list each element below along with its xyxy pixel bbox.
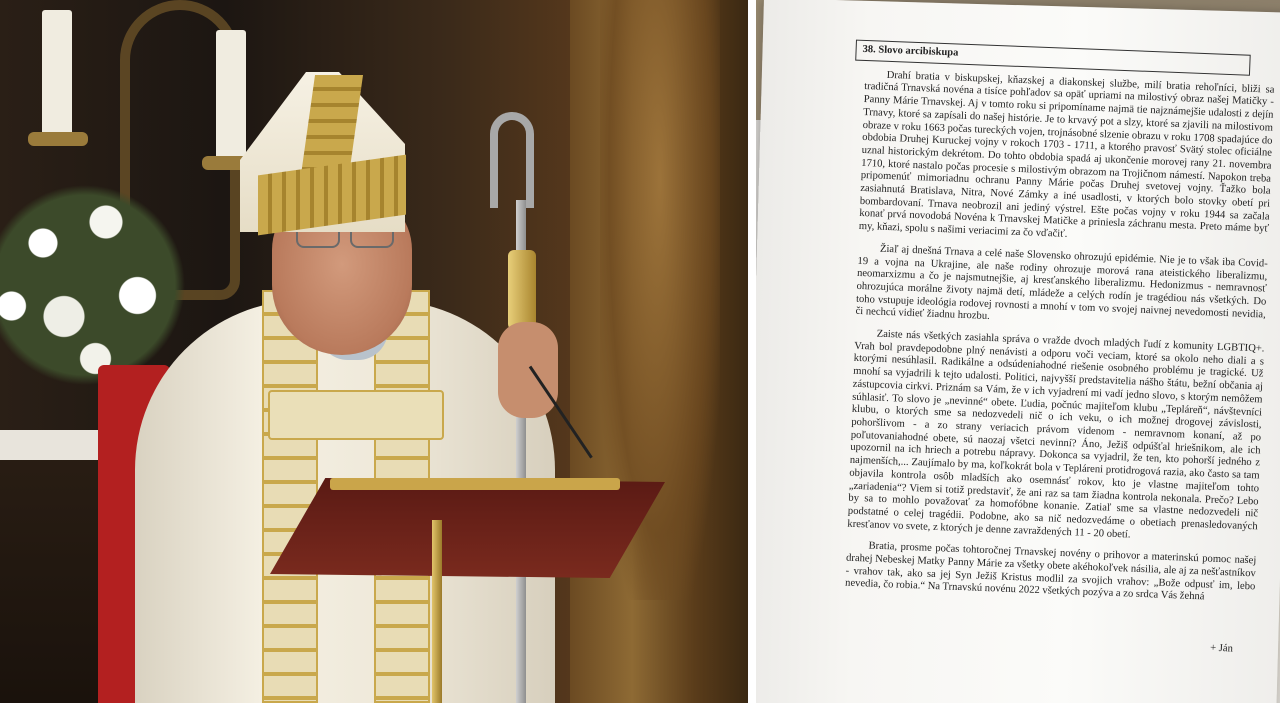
- letter-paragraph: Žiaľ aj dnešná Trnava a celé naše Slovensko ohrozujú epidémie. Nie je to však iba Covid-19 a vojna na Ukrajine, ale naše rodiny ohrozuje morová rana ateistického liberalizmu, neomarxizmu a čo je najsmutnejšie, aj kresťanského liberalizmu. Hedonizmus - nemravnosť ohrozujúca morálne životy najmä detí, mládeže a celých rodín je tragédiou nás všetkých. Do toho vstupuje ideológia rodovej rovnosti a mnohí v tom vo svojej naivnej nevedomosti nevidia, či nechcú vidieť žiadnu hrozbu.: [855, 243, 1268, 323]
- crozier-curl: [490, 112, 534, 208]
- candle: [216, 30, 246, 160]
- altar: [0, 430, 110, 703]
- candle: [42, 10, 72, 135]
- letter-heading: 38. Slovo arcibiskupa: [855, 40, 1251, 76]
- letter-signature: + Ján: [1209, 642, 1234, 655]
- crozier-knob: [508, 250, 536, 330]
- letter-paragraph: Bratia, prosme počas tohtoročnej Trnavskej novény o prihovor a materinskú pomoc našej drahej Nebeskej Matky Panny Márie za všetky obete akéhokoľvek násilia, ale aj za nešťastníkov - vrahov tak, ako sa jej Syn Ježiš Kristus modlil za svojich vrahov: „Bože odpusť im, lebo nevedia, čo robia.“ Na Trnavskú novénu 2022 všetkých pozýva a zo srdca Vás žehná: [844, 540, 1257, 603]
- lectern-edge: [330, 478, 620, 490]
- altar-cloth: [0, 430, 110, 460]
- letter-photo: [756, 0, 1280, 703]
- letter-paragraph: Zaiste nás všetkých zasiahla správa o vražde dvoch mladých ľudí z komunity LGBTIQ+. Vrah bol pravdepodobne plný nenávisti a odporu voči veciam, ktoré sa okolo neho diali a s ktorými nesúhlasil. Radikálne a odsúdeniahodné riešenie osobného problému je tragické. Už mnohí sa vyjadrili k tejto udalosti. Politici, najvyšší predstavitelia nášho štátu, bežní občania aj zástupcovia cirkvi. Priznám sa Vám, že v ich vyjadrení mi vadí jedno slovo, s ktorým nemôžem súhlasiť. To slovo je „nevinné“ obete. Ľudia, počnúc majiteľom klubu „Tepláreň“, návštevníci klubu, o ktorých sme sa nedozvedeli nič o ich veku, o ich možnej drogovej závislosti, pohoršlivom - a zo strany veriacich právom videnom - nemravnom konaní, až po poľutovaniahodné obete, sú naozaj všetci nevinní? Áno, Ježiš odpúšťal hriešnikom, ale ich upozornil na ich hriech a potrebu nápravy. Dokonca sa vyjadril, že ten, kto pohorší jedného z najmenších,... Zaujímalo by ma, koľkokrát bola v Tepláreni protidrogová razia, ako často sa tam objavila kontrola osôb mladších ako osemnásť rokov, kto je vlastne majiteľom tohto „zariadenia“? Viem si totiž predstaviť, že ani raz sa tam žiadna kontrola nekonala. Prečo? Lebo by sa to mohlo považovať za homofóbne konanie. Zatiaľ sme sa vlastne nedozvedeli nič podstatné o celej tragédii. Podobne, ako sa nič nedozvedáme o obetiach prenasledovaných kresťanov vo svete, z ktorých je denne zavraždených 11 - 20 obetí.: [847, 328, 1265, 541]
- hand: [498, 322, 558, 418]
- lectern: [270, 478, 665, 578]
- stole-band-left: [262, 290, 318, 703]
- letter-text: [843, 40, 1276, 657]
- letter-paragraph: Drahí bratia v biskupskej, kňazskej a diakonskej službe, milí bratia rehoľníci, bliži sa tradičná Trnavská novéna a tisíce pohľadov sa opäť upriami na milostivý obraz našej Matičky - Panny Márie Trnavskej. Aj v tomto roku si pripomíname najmä tie najznámejšie udalosti z dejín Trnavy, ktoré sa zapísali do našej histórie. Je to krvavý pot a slzy, ktoré sa zjavili na milostivom obraze v roku 1663 počas tureckých vojen, trojnásobné slzenie obrazu v roku 1708 spadajúce do obdobia Druhej Kuruckej vojny v rokoch 1703 - 1711, a ktorého pravosť Svätý stolec oficiálne uznal historickým dekrétom. Do tohto obdobia spadá aj ukončenie morovej rany 21. novembra 1710, ktoré nastalo počas procesie s milostivým obrazom na Trojičnom námestí. Napokon treba pripomenúť mimoriadnu ochranu Panny Márie počas Druhej svetovej vojny. Ťažko bola zasiahnutá Bratislava, Nitra, Nové Zámky a iné usadlosti, v ktorých bolo stovky obetí pri bombardovaní. Trnava neobrozil ani jediný výstrel. Ešte počas vojny v roku 1944 sa začala konať prvá novodobá Novéna k Trnavskej Matičke a priniesla záchranu mesta. Preto máme byť my, kňazi, spolu s našimi veriacimi za čo vďačiť.: [858, 69, 1275, 241]
- embroidered-yoke: [268, 390, 444, 440]
- candle-holder: [28, 132, 88, 146]
- lectern-pole: [432, 520, 442, 703]
- image-divider: [748, 0, 756, 703]
